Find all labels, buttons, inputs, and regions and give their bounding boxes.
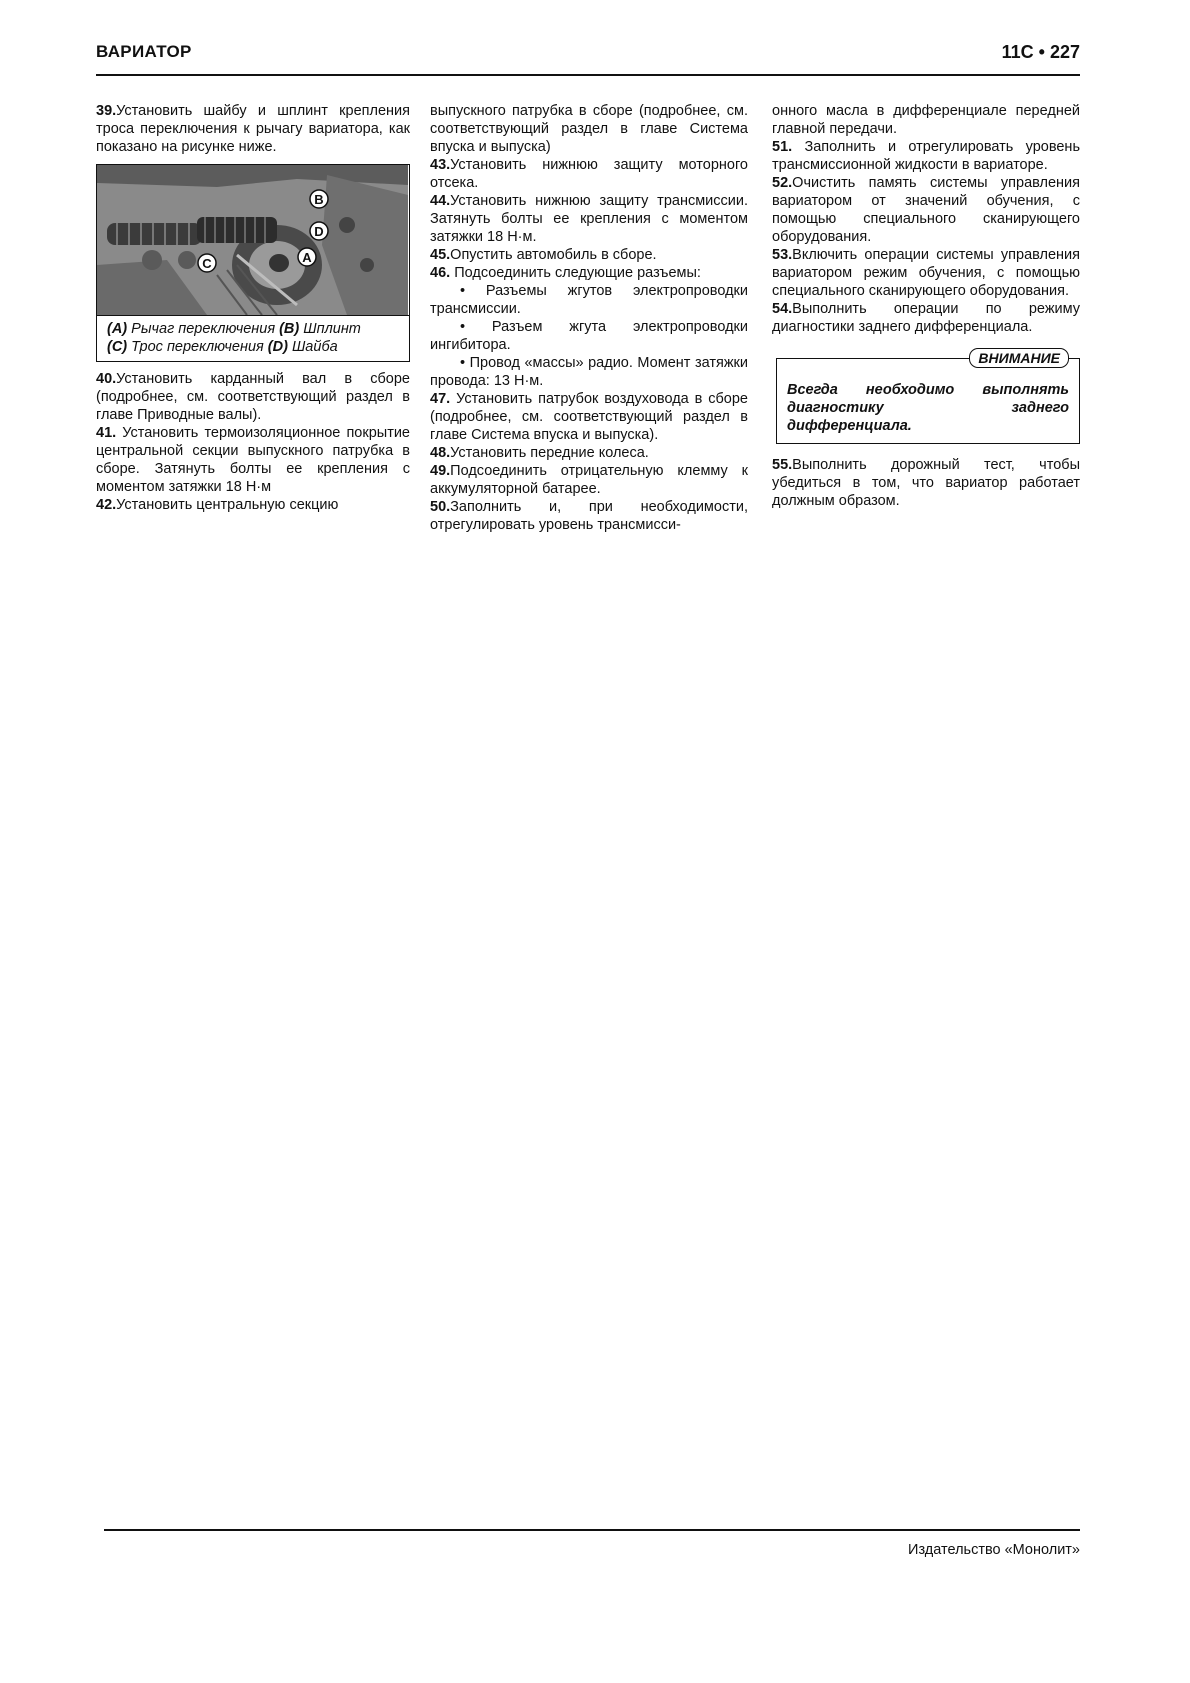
step-50-continued: онного масла в дифференциале передней главной передачи. bbox=[772, 103, 1080, 137]
section-title: ВАРИАТОР bbox=[96, 42, 192, 61]
column-2 bbox=[430, 102, 748, 534]
bullet-item: • Разъемы жгутов электропроводки трансмиссии. bbox=[430, 283, 748, 317]
page-number: 11С • 227 bbox=[1001, 42, 1080, 62]
step-42: 42.Установить центральную секцию bbox=[96, 497, 339, 513]
warning-box bbox=[776, 350, 1080, 444]
step-50: 50.Заполнить и, при необходимости, отрегулировать уровень трансмисси- bbox=[430, 499, 748, 533]
warning-title: ВНИМАНИЕ bbox=[969, 348, 1069, 368]
step-54: 54.Выполнить операции по режиму диагностики заднего дифференциала. bbox=[772, 301, 1080, 335]
engine-bay-photo bbox=[97, 165, 408, 315]
step-55: 55.Выполнить дорожный тест, чтобы убедиться в том, что вариатор работает должным образом. bbox=[772, 457, 1080, 509]
label-a: A bbox=[302, 250, 312, 265]
label-d: D bbox=[314, 224, 324, 239]
step-49: 49.Подсоединить отрицательную клемму к аккумуляторной батарее. bbox=[430, 463, 748, 497]
column-1 bbox=[96, 102, 410, 514]
step-52: 52.Очистить память системы управления вариатором от значений обучения, с помощью специального сканирующего оборудования. bbox=[772, 175, 1080, 245]
step-51: 51. Заполнить и отрегулировать уровень трансмиссионной жидкости в вариаторе. bbox=[772, 139, 1080, 173]
step-48: 48.Установить передние колеса. bbox=[430, 445, 649, 461]
footer-rule bbox=[104, 1529, 1080, 1531]
step-47: 47. Установить патрубок воздуховода в сборе (подробнее, см. соответствующий раздел в главе Система впуска и выпуска). bbox=[430, 391, 748, 443]
step-53: 53.Включить операции системы управления вариатором режим обучения, с помощью специального сканирующего оборудования. bbox=[772, 247, 1080, 299]
warning-text: Всегда необходимо выполнять диагностику заднего дифференциала. bbox=[787, 382, 1069, 434]
step-42-continued: выпускного патрубка в сборе (подробнее, см. соответствующий раздел в главе Система впуска и выпуска) bbox=[430, 103, 748, 155]
label-b: B bbox=[314, 192, 324, 207]
step-46: 46. Подсоединить следующие разъемы: bbox=[430, 265, 701, 281]
header-rule bbox=[96, 74, 1080, 76]
step-44: 44.Установить нижнюю защиту трансмиссии. Затянуть болты ее крепления с моментом затяжки 18 Н·м. bbox=[430, 193, 748, 245]
bullet-item: • Разъем жгута электропроводки ингибитора. bbox=[430, 319, 748, 353]
publisher: Издательство «Монолит» bbox=[908, 1542, 1080, 1558]
column-3 bbox=[772, 102, 1080, 510]
step-45: 45.Опустить автомобиль в сборе. bbox=[430, 247, 657, 263]
bullet-item: • Провод «массы» радио. Момент затяжки провода: 13 Н·м. bbox=[430, 355, 748, 389]
label-c: C bbox=[202, 256, 212, 271]
step-39: 39.Установить шайбу и шплинт крепления троса переключения к рычагу вариатора, как показано на рисунке ниже. bbox=[96, 103, 410, 155]
step-40: 40.Установить карданный вал в сборе (подробнее, см. соответствующий раздел в главе Приводные валы). bbox=[96, 371, 410, 423]
step-41: 41. Установить термоизоляционное покрытие центральной секции выпускного патрубка в сборе. Затянуть болты ее крепления с моментом затяжки 18 Н·м bbox=[96, 425, 410, 495]
figure-shift-lever bbox=[96, 164, 410, 362]
step-43: 43.Установить нижнюю защиту моторного отсека. bbox=[430, 157, 748, 191]
figure-caption: (A) Рычаг переключения (B) Шплинт (C) Трос переключения (D) Шайба bbox=[97, 315, 409, 361]
